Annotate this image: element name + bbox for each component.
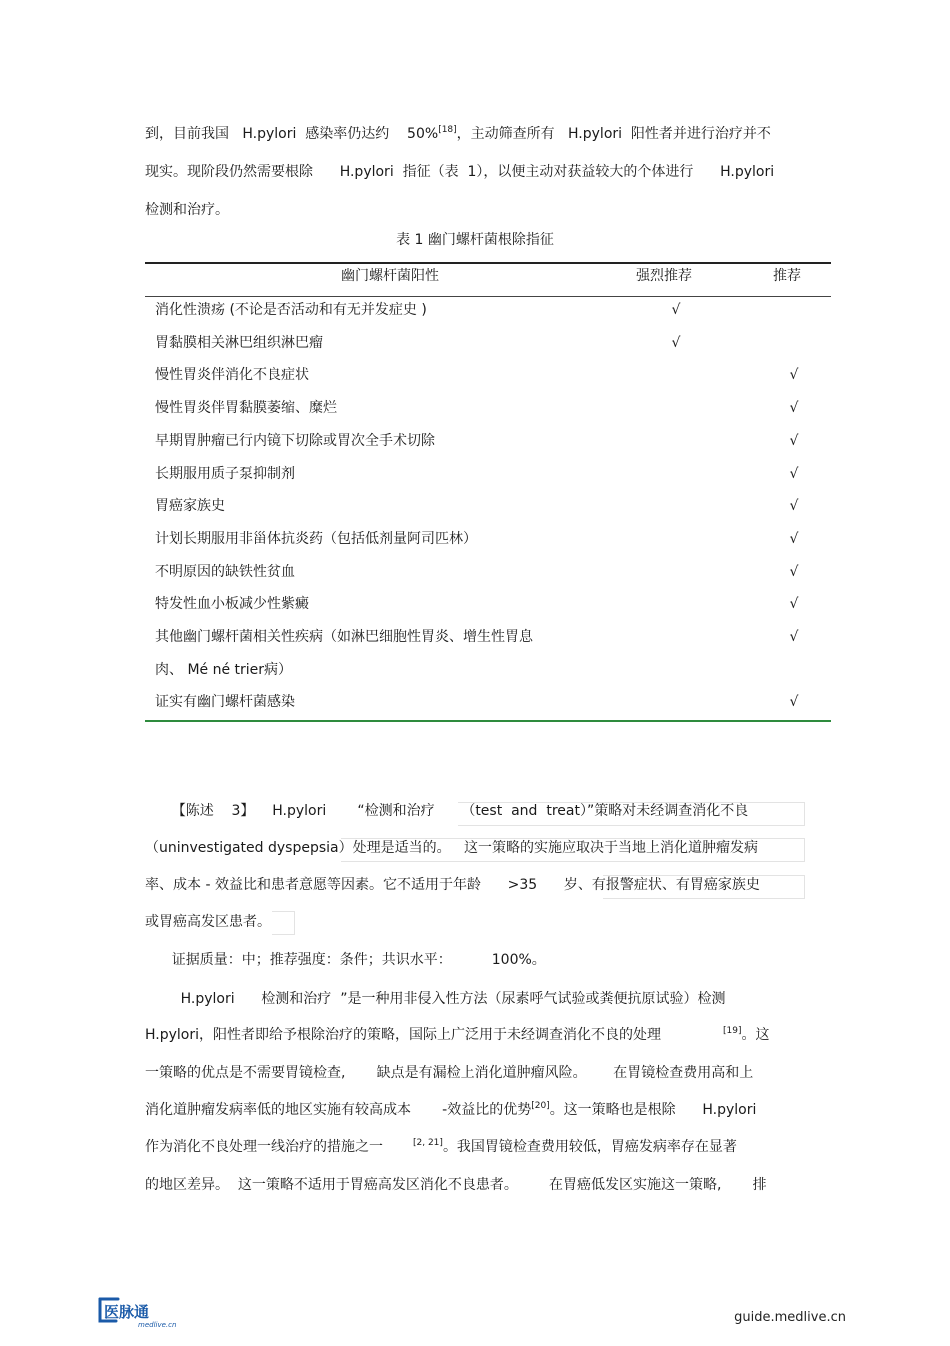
table-row-label: 计划长期服用非甾体抗炎药（包括低剂量阿司匹林） [155, 531, 477, 547]
body-text: 。这 [741, 1027, 770, 1043]
medlive-logo[interactable] [96, 1291, 186, 1331]
check-mark-icon: √ [789, 498, 799, 514]
statement-line-2: （uninvestigated dyspepsia）处理是适当的。 这一策略的实施应取决于当地上消化道肿瘤发病 [145, 840, 758, 856]
intro-line-3: 检测和治疗。 [145, 202, 229, 218]
body-text: H.pylori，阳性者即给予根除治疗的策略，国际上广泛用于未经调查消化不良的处理 [145, 1027, 662, 1043]
logo-text: 医脉通 [104, 1303, 150, 1321]
table-row-label: 胃黏膜相关淋巴组织淋巴瘤 [155, 335, 323, 351]
statement-line-4: 或胃癌高发区患者。 [145, 914, 271, 930]
body-line-4 [145, 1100, 756, 1120]
table-row-label: 长期服用质子泵抑制剂 [155, 466, 295, 482]
check-mark-icon: √ [789, 433, 799, 449]
check-mark-icon: √ [789, 531, 799, 547]
table-row-label: 其他幽门螺杆菌相关性疾病（如淋巴细胞性胃炎、增生性胃息 [155, 629, 533, 645]
table-row-label: 不明原因的缺铁性贫血 [155, 564, 295, 580]
medlive-logo-icon [96, 1291, 186, 1331]
body-line-5 [145, 1137, 737, 1157]
check-mark-icon: √ [789, 596, 799, 612]
statement-line-3: 率、成本 - 效益比和患者意愿等因素。它不适用于年龄 >35 岁、有报警症状、有胃癌家族史 [145, 877, 760, 893]
body-text: 。我国胃镜检查费用较低，胃癌发病率存在显著 [442, 1139, 737, 1155]
intro-line-2: 现实。现阶段仍然需要根除 H.pylori 指征（表 1），以便主动对获益较大的个体进行 H.pylori [145, 164, 775, 180]
table-bottom-rule [145, 720, 831, 722]
table-row-label: 慢性胃炎伴胃黏膜萎缩、糜烂 [155, 400, 337, 416]
table-row-label: 消化性溃疡 (不论是否活动和有无并发症史 ) [155, 302, 427, 318]
table-row-label: 早期胃肿瘤已行内镜下切除或胃次全手术切除 [155, 433, 435, 449]
intro-line-1 [145, 124, 771, 144]
check-mark-icon: √ [789, 629, 799, 645]
body-line-3: 一策略的优点是不需要胃镜检查, 缺点是有漏检上消化道肿瘤风险。 在胃镜检查费用高和上 [145, 1065, 754, 1081]
body-line-6: 的地区差异。 这一策略不适用于胃癌高发区消化不良患者。 在胃癌低发区实施这一策略, 排 [145, 1177, 767, 1193]
check-mark-icon: √ [789, 367, 799, 383]
table-row-label: 证实有幽门螺杆菌感染 [155, 694, 295, 710]
check-mark-icon: √ [671, 335, 681, 351]
citation-ref: [18] [438, 125, 457, 135]
table-header-category: 幽门螺杆菌阳性 [341, 268, 439, 284]
body-text: 。这一策略也是根除 H.pylori [549, 1102, 757, 1118]
check-mark-icon: √ [789, 400, 799, 416]
table-header-recommend: 推荐 [773, 268, 801, 284]
table-top-rule [145, 262, 831, 264]
check-mark-icon: √ [789, 466, 799, 482]
body-line-1: H.pylori 检测和治疗 ”是一种用非侵入性方法（尿素呼气试验或粪便抗原试验）检测 [145, 991, 726, 1007]
table-header-strong: 强烈推荐 [636, 268, 692, 284]
body-text: 作为消化不良处理一线治疗的措施之一 [145, 1139, 383, 1155]
table-row-label: 慢性胃炎伴消化不良症状 [155, 367, 309, 383]
table-header-rule [145, 296, 831, 297]
check-mark-icon: √ [789, 564, 799, 580]
footer-site-link[interactable]: guide.medlive.cn [734, 1310, 846, 1325]
table-row-label: 胃癌家族史 [155, 498, 225, 514]
table-caption: 表 1 幽门螺杆菌根除指征 [396, 232, 554, 248]
citation-ref: [2, 21] [413, 1138, 443, 1148]
citation-ref: [20] [531, 1101, 550, 1111]
intro-text: ，主动筛查所有 H.pylori 阳性者并进行治疗并不 [456, 126, 771, 142]
body-text: 消化道肿瘤发病率低的地区实施有较高成本 -效益比的优势 [145, 1102, 532, 1118]
intro-text: 到，目前我国 H.pylori 感染率仍达约 50% [145, 126, 439, 142]
check-mark-icon: √ [671, 302, 681, 318]
statement-line-1: 【陈述 3】 H.pylori “检测和治疗 （test and treat）”策略对未经调查消化不良 [145, 803, 749, 819]
text-highlight-box [272, 911, 295, 935]
check-mark-icon: √ [789, 694, 799, 710]
body-line-2 [145, 1025, 770, 1045]
logo-subtext: medlive.cn [138, 1321, 177, 1329]
evidence-line: 证据质量：中；推荐强度：条件；共识水平： 100%。 [145, 952, 546, 968]
citation-ref: [19] [723, 1026, 742, 1036]
table-row-label: 特发性血小板减少性紫癜 [155, 596, 309, 612]
table-row-label: 肉、 Mé né trier病） [155, 662, 293, 678]
